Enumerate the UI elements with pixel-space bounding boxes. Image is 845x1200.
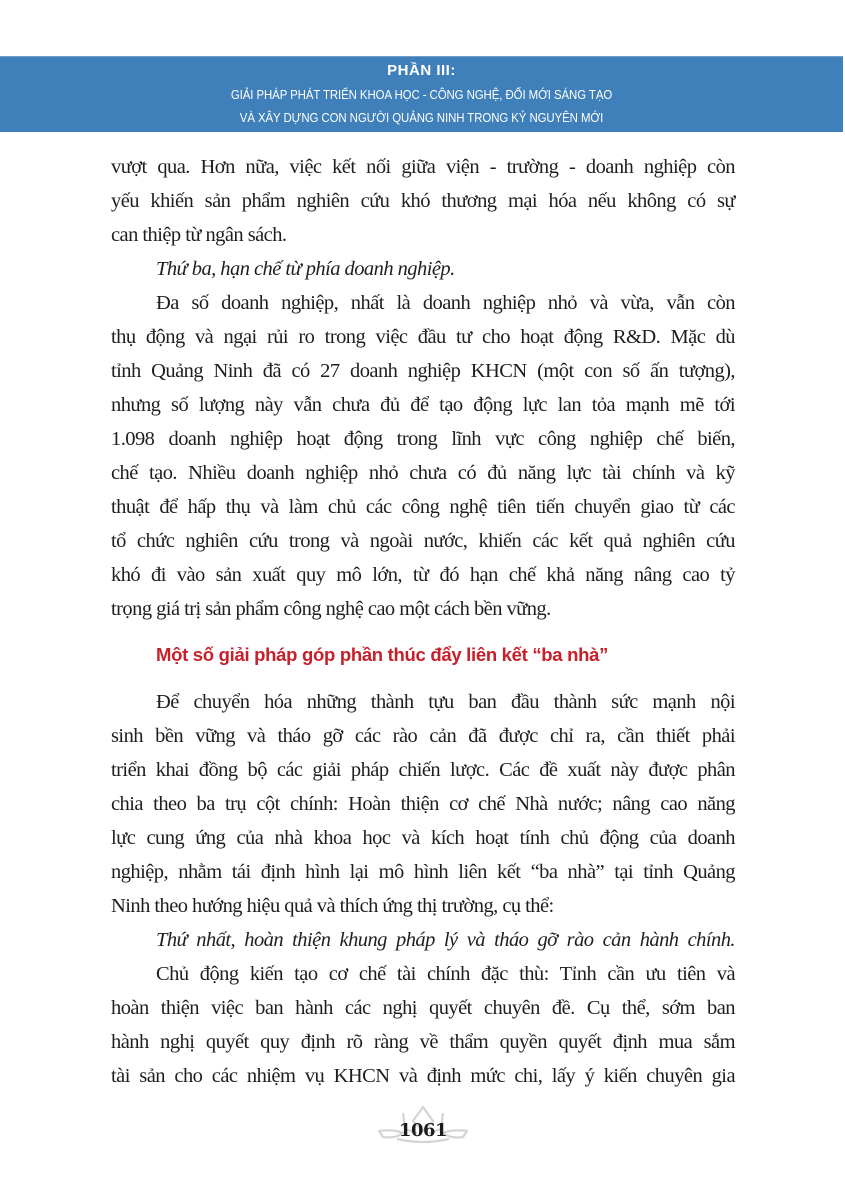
page-number: 1061 xyxy=(398,1120,448,1141)
body-line: thuật để hấp thụ và làm chủ các công nghệ tiên tiến chuyển giao từ các xyxy=(111,496,735,518)
body-line: can thiệp từ ngân sách. xyxy=(111,224,287,246)
body-line: lực cung ứng của nhà khoa học và kích hoạt tính chủ động của doanh xyxy=(111,827,735,849)
body-line: tài sản cho các nhiệm vụ KHCN và định mức chi, lấy ý kiến chuyên gia xyxy=(111,1065,735,1087)
body-line: yếu khiến sản phẩm nghiên cứu khó thương mại hóa nếu không có sự xyxy=(111,190,735,212)
body-line: vượt qua. Hơn nữa, việc kết nối giữa viện - trường - doanh nghiệp còn xyxy=(111,156,735,178)
body-line: Đa số doanh nghiệp, nhất là doanh nghiệp nhỏ và vừa, vẫn còn xyxy=(156,292,735,314)
body-line: trọng giá trị sản phẩm công nghệ cao một cách bền vững. xyxy=(111,598,551,620)
body-line: tổ chức nghiên cứu trong và ngoài nước, khiến các kết quả nghiên cứu xyxy=(111,530,735,552)
body-line: 1.098 doanh nghiệp hoạt động trong lĩnh vực công nghiệp chế biến, xyxy=(111,428,735,450)
chapter-banner xyxy=(0,56,843,132)
body-line: sinh bền vững và tháo gỡ các rào cản đã được chỉ ra, cần thiết phải xyxy=(111,725,735,747)
body-line: Chủ động kiến tạo cơ chế tài chính đặc thù: Tỉnh cần ưu tiên và xyxy=(156,963,735,985)
body-line: tỉnh Quảng Ninh đã có 27 doanh nghiệp KHCN (một con số ấn tượng), xyxy=(111,360,735,382)
body-line: Để chuyển hóa những thành tựu ban đầu thành sức mạnh nội xyxy=(156,691,735,713)
subsection-title: Thứ nhất, hoàn thiện khung pháp lý và tháo gỡ rào cản hành chính. xyxy=(156,929,735,951)
body-line: khó đi vào sản xuất quy mô lớn, từ đó hạn chế khả năng nâng cao tỷ xyxy=(111,564,735,586)
body-line: chế tạo. Nhiều doanh nghiệp nhỏ chưa có đủ năng lực tài chính và kỹ xyxy=(111,462,735,484)
part-subtitle-line-2: VÀ XÂY DỰNG CON NGƯỜI QUẢNG NINH TRONG KỶ NGUYÊN MỚI xyxy=(239,110,604,125)
body-line: hoàn thiện việc ban hành các nghị quyết chuyên đề. Cụ thể, sớm ban xyxy=(111,997,735,1019)
subsection-title: Thứ ba, hạn chế từ phía doanh nghiệp. xyxy=(156,258,455,280)
section-heading: Một số giải pháp góp phần thúc đẩy liên kết “ba nhà” xyxy=(156,644,609,665)
body-line: hành nghị quyết quy định rõ ràng về thẩm quyền quyết định mua sắm xyxy=(111,1031,735,1053)
body-line: nhưng số lượng này vẫn chưa đủ để tạo động lực lan tỏa mạnh mẽ tới xyxy=(111,394,735,416)
body-line: triển khai đồng bộ các giải pháp chiến lược. Các đề xuất này được phân xyxy=(111,759,735,781)
body-line: chia theo ba trụ cột chính: Hoàn thiện cơ chế Nhà nước; nâng cao năng xyxy=(111,793,735,815)
part-title: PHẦN III: xyxy=(387,62,456,79)
body-line: Ninh theo hướng hiệu quả và thích ứng thị trường, cụ thể: xyxy=(111,895,554,917)
part-subtitle-line-1: GIẢI PHÁP PHÁT TRIỂN KHOA HỌC - CÔNG NGHỆ, ĐỔI MỚI SÁNG TẠO xyxy=(230,87,613,102)
body-line: nghiệp, nhằm tái định hình lại mô hình liên kết “ba nhà” tại tỉnh Quảng xyxy=(111,861,735,883)
body-line: thụ động và ngại rủi ro trong việc đầu tư cho hoạt động R&D. Mặc dù xyxy=(111,326,735,348)
page-footer xyxy=(373,1103,473,1149)
